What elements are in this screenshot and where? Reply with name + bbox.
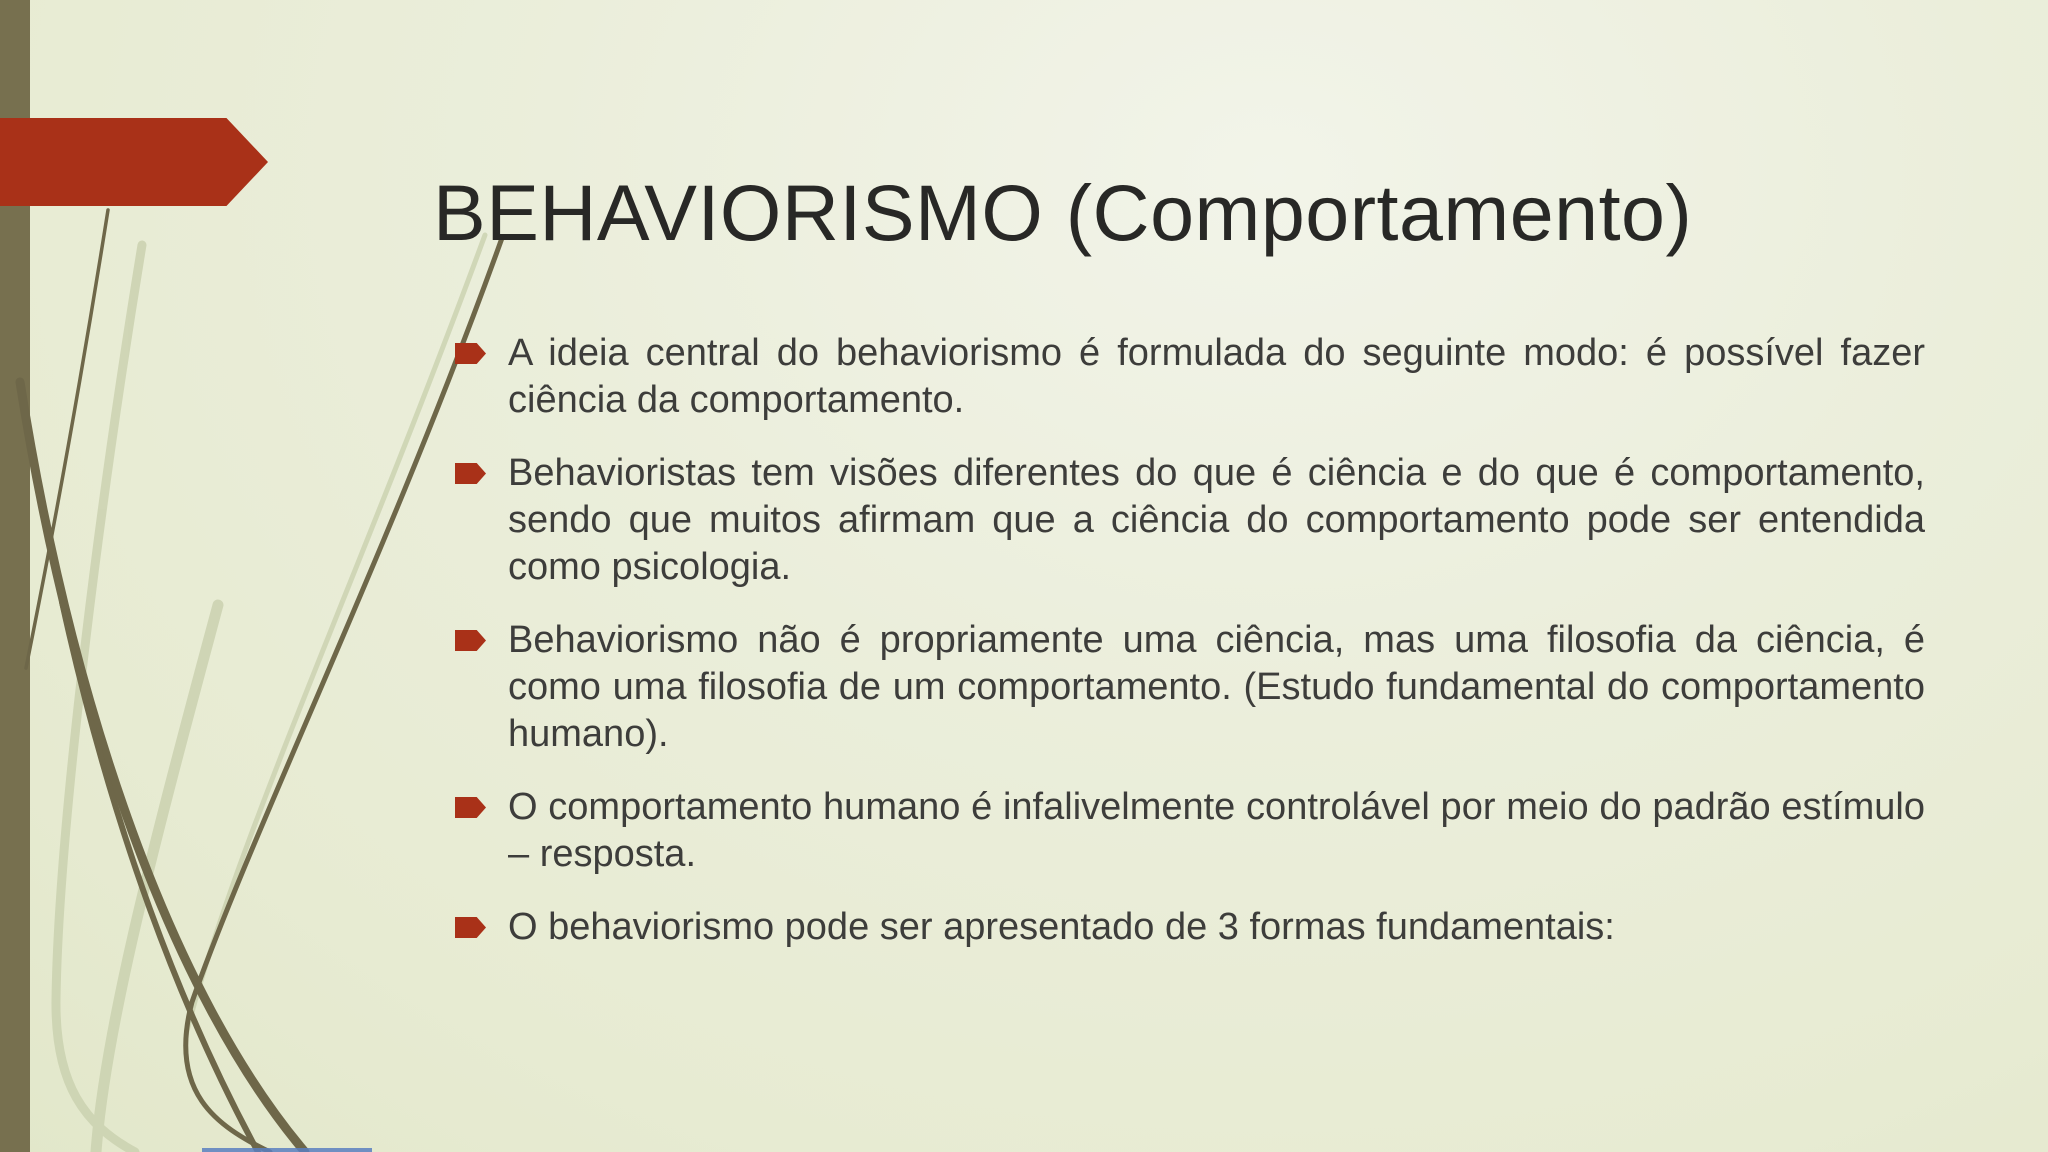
bullet-item — [455, 784, 1925, 878]
arrow-bullet-icon — [455, 343, 486, 364]
arrow-bullet-icon — [455, 917, 486, 938]
bullet-text: Behaviorismo não é propriamente uma ciência, mas uma filosofia da ciência, é como uma filosofia de um comportamento. (Estudo fundamental do comportamento humano). — [508, 619, 1925, 755]
arrow-bullet-icon — [455, 463, 486, 484]
title-arrow-accent — [0, 118, 268, 206]
bullet-text: O comportamento humano é infalivelmente controlável por meio do padrão estímulo – resposta. — [508, 786, 1925, 875]
bullet-item — [455, 330, 1925, 424]
bullet-text: A ideia central do behaviorismo é formulada do seguinte modo: é possível fazer ciência da comportamento. — [508, 332, 1925, 421]
bottom-blue-line — [202, 1148, 372, 1152]
arrow-bullet-icon — [455, 630, 486, 651]
bullet-item — [455, 617, 1925, 758]
bullet-list — [455, 330, 1925, 977]
slide-title: BEHAVIORISMO (Comportamento) — [433, 167, 1693, 257]
bullet-item — [455, 904, 1925, 951]
bullet-item — [455, 450, 1925, 591]
arrow-bullet-icon — [455, 797, 486, 818]
bullet-text: Behavioristas tem visões diferentes do que é ciência e do que é comportamento, sendo que muitos afirmam que a ciência do comportamento pode ser entendida como psicologia. — [508, 452, 1925, 588]
bullet-text: O behaviorismo pode ser apresentado de 3 formas fundamentais: — [508, 906, 1615, 948]
